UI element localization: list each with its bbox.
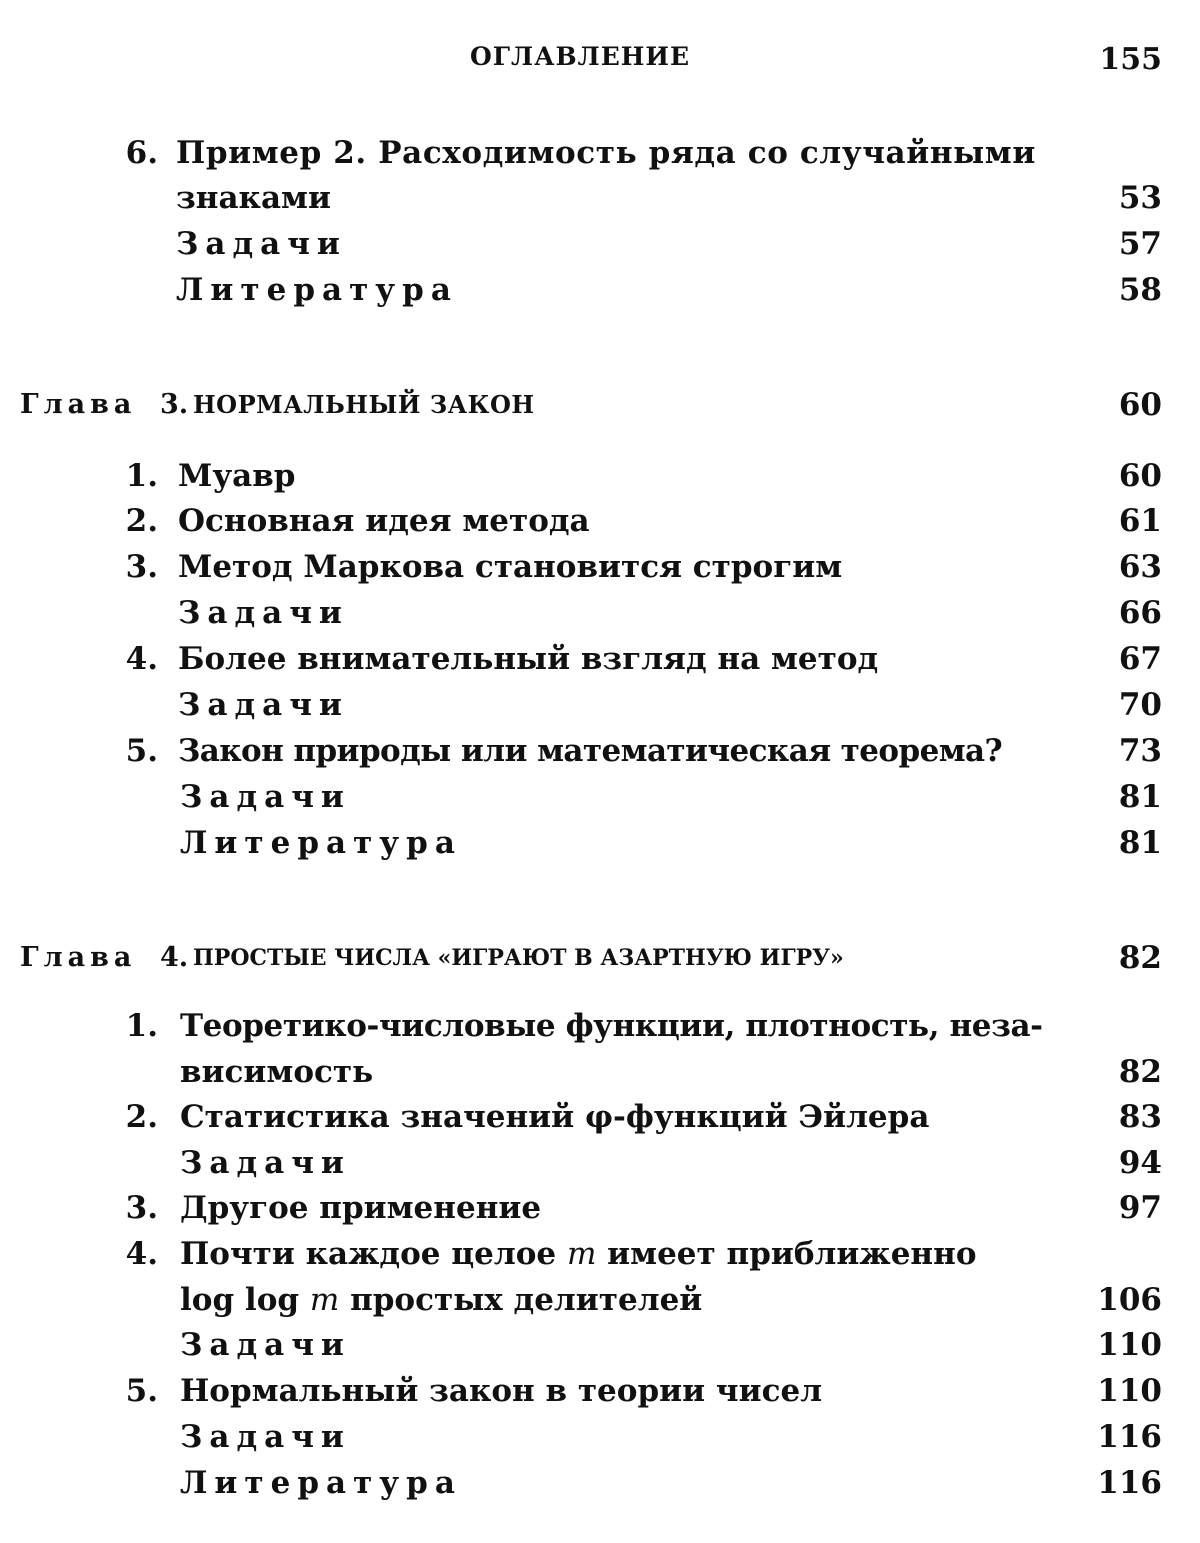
entry-text-continued: знаками bbox=[176, 180, 331, 216]
toc-entry-c4-1-cont bbox=[0, 1049, 1200, 1095]
entry-text: Задачи bbox=[178, 595, 349, 631]
entry-number: 3. bbox=[125, 549, 158, 585]
chapter-title: НОРМАЛЬНЫЙ ЗАКОН bbox=[193, 390, 535, 419]
toc-entry-example-2-cont bbox=[0, 175, 1200, 221]
entry-page: 116 bbox=[1097, 1465, 1162, 1501]
toc-entry-c4-literature bbox=[0, 1460, 1200, 1506]
entry-page: 83 bbox=[1118, 1099, 1162, 1135]
entry-text: Литература bbox=[176, 272, 458, 308]
entry-text: Задачи bbox=[176, 226, 347, 262]
entry-page: 116 bbox=[1097, 1419, 1162, 1455]
toc-entry-c3-5 bbox=[0, 728, 1200, 774]
entry-page: 110 bbox=[1097, 1327, 1162, 1363]
toc-entry-c3-problems-2 bbox=[0, 682, 1200, 728]
entry-number: 5. bbox=[125, 733, 158, 769]
entry-number: 4. bbox=[125, 1236, 158, 1272]
entry-text: Задачи bbox=[180, 1327, 351, 1363]
chapter-number: 3. bbox=[160, 389, 189, 420]
toc-entry-c4-4 bbox=[0, 1231, 1200, 1277]
chapter-label: Глава bbox=[20, 942, 137, 973]
variable-m: m bbox=[566, 1236, 597, 1272]
toc-entry-c4-1 bbox=[0, 1003, 1200, 1049]
toc-entry-c3-4 bbox=[0, 636, 1200, 682]
toc-chapter-4 bbox=[0, 935, 1200, 981]
entry-text: Статистика значений φ-функций Эйлера bbox=[180, 1099, 930, 1135]
toc-entry-c3-3 bbox=[0, 544, 1200, 590]
entry-page: 82 bbox=[1118, 940, 1162, 976]
toc-entry-c4-problems-3 bbox=[0, 1414, 1200, 1460]
entry-page: 70 bbox=[1118, 687, 1162, 723]
toc-entry-c3-problems-1 bbox=[0, 590, 1200, 636]
entry-text-part: имеет приближенно bbox=[607, 1236, 977, 1272]
entry-text: Метод Маркова становится строгим bbox=[178, 549, 843, 585]
entry-page: 66 bbox=[1118, 595, 1162, 631]
entry-text-continued: висимость bbox=[180, 1054, 374, 1090]
toc-entry-c3-problems-3 bbox=[0, 774, 1200, 820]
chapter-number: 4. bbox=[160, 942, 189, 973]
entry-page: 67 bbox=[1118, 641, 1162, 677]
toc-entry-c3-1 bbox=[0, 453, 1200, 499]
entry-text: Задачи bbox=[180, 779, 351, 815]
toc-entry-literature bbox=[0, 267, 1200, 313]
toc-entry-example-2 bbox=[0, 130, 1200, 176]
entry-text: Задачи bbox=[180, 1419, 351, 1455]
running-title: ОГЛАВЛЕНИЕ bbox=[470, 42, 691, 71]
entry-number: 2. bbox=[125, 503, 158, 539]
entry-text: Литература bbox=[180, 825, 462, 861]
toc-entry-c3-2 bbox=[0, 498, 1200, 544]
variable-m: m bbox=[309, 1282, 340, 1318]
toc-entry-c4-2 bbox=[0, 1094, 1200, 1140]
entry-page: 61 bbox=[1118, 503, 1162, 539]
entry-page: 97 bbox=[1118, 1190, 1162, 1226]
entry-page: 60 bbox=[1118, 458, 1162, 494]
entry-number: 2. bbox=[125, 1099, 158, 1135]
entry-page: 58 bbox=[1118, 272, 1162, 308]
entry-page: 82 bbox=[1118, 1054, 1162, 1090]
entry-text: Литература bbox=[180, 1465, 462, 1501]
entry-text-part: log log bbox=[180, 1282, 300, 1318]
toc-entry-c4-4-cont bbox=[0, 1277, 1200, 1323]
entry-text: Задачи bbox=[180, 1145, 351, 1181]
entry-page: 110 bbox=[1097, 1373, 1162, 1409]
chapter-label: Глава bbox=[20, 389, 137, 420]
entry-number: 3. bbox=[125, 1190, 158, 1226]
toc-entry-c3-literature bbox=[0, 820, 1200, 866]
toc-entry-c4-5 bbox=[0, 1368, 1200, 1414]
entry-text: Теоретико-числовые функции, плотность, неза- bbox=[180, 1008, 1043, 1044]
entry-page: 81 bbox=[1118, 779, 1162, 815]
entry-page: 63 bbox=[1118, 549, 1162, 585]
toc-entry-c4-problems-2 bbox=[0, 1322, 1200, 1368]
entry-number: 6. bbox=[125, 135, 158, 171]
entry-page: 57 bbox=[1118, 226, 1162, 262]
entry-text: Более внимательный взгляд на метод bbox=[178, 641, 879, 677]
entry-text: Нормальный закон в теории чисел bbox=[180, 1373, 823, 1409]
entry-number: 1. bbox=[125, 1008, 158, 1044]
entry-page: 73 bbox=[1118, 733, 1162, 769]
entry-page: 53 bbox=[1118, 180, 1162, 216]
toc-entry-c4-problems-1 bbox=[0, 1140, 1200, 1186]
entry-text: Основная идея метода bbox=[178, 503, 590, 539]
entry-text: Другое применение bbox=[180, 1190, 542, 1226]
entry-number: 1. bbox=[125, 458, 158, 494]
entry-text: Закон природы или математическая теорема? bbox=[178, 733, 1003, 769]
entry-number: 5. bbox=[125, 1373, 158, 1409]
toc-entry-c4-3 bbox=[0, 1185, 1200, 1231]
entry-text-part: простых делителей bbox=[350, 1282, 703, 1318]
chapter-title: ПРОСТЫЕ ЧИСЛА «ИГРАЮТ В АЗАРТНУЮ ИГРУ» bbox=[193, 945, 844, 971]
running-head bbox=[0, 38, 1200, 78]
entry-number: 4. bbox=[125, 641, 158, 677]
page-number: 155 bbox=[1099, 42, 1162, 77]
entry-text-continued bbox=[180, 1277, 702, 1323]
entry-text: Задачи bbox=[178, 687, 349, 723]
toc-chapter-3 bbox=[0, 382, 1200, 428]
toc-entry-problems bbox=[0, 221, 1200, 267]
entry-text: Муавр bbox=[178, 458, 296, 494]
entry-page: 60 bbox=[1118, 387, 1162, 423]
entry-text: Пример 2. Расходимость ряда со случайными bbox=[176, 135, 1036, 171]
entry-page: 94 bbox=[1118, 1145, 1162, 1181]
entry-text-part: Почти каждое целое bbox=[180, 1236, 557, 1272]
entry-page: 106 bbox=[1097, 1282, 1162, 1318]
entry-page: 81 bbox=[1118, 825, 1162, 861]
entry-text bbox=[180, 1231, 977, 1277]
